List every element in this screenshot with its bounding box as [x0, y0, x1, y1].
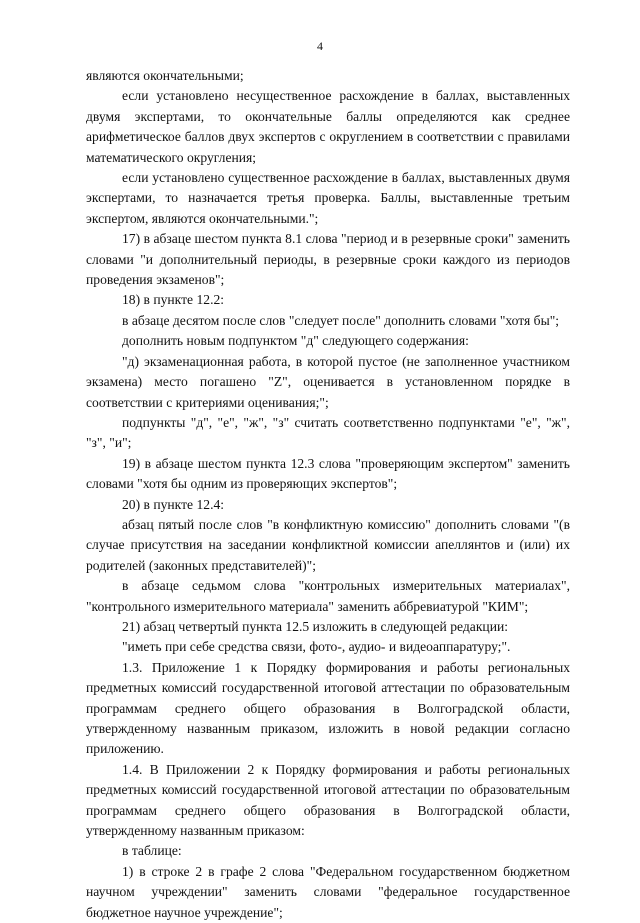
paragraph: в таблице: — [122, 843, 182, 859]
paragraph: дополнить новым подпунктом "д" следующего содержания: — [122, 333, 469, 349]
paragraph: 19) в абзаце шестом пункта 12.3 слова "проверяющим экспертом" заменить словами "хотя бы одним из проверяющих экспертов"; — [86, 455, 570, 492]
page-number: 4 — [317, 39, 323, 53]
paragraph: являются окончательными; — [86, 68, 244, 83]
paragraph: 18) в пункте 12.2: — [122, 292, 225, 308]
paragraph: абзац пятый после слов "в конфликтную комиссию" дополнить словами "(в случае присутствия на заседании конфликтной комиссии апеллянтов и (или) их родителей (законных представителей)"; — [86, 516, 570, 573]
paragraph: 1.4. В Приложении 2 к Порядку формирования и работы региональных предметных комиссий государственной итоговой аттестации по образовательным программам среднего общего образования в Волгоградской области, утвержденному названным приказом: — [86, 761, 570, 839]
paragraph: 21) абзац четвертый пункта 12.5 изложить в следующей редакции: — [122, 618, 509, 634]
paragraph: 17) в абзаце шестом пункта 8.1 слова "период и в резервные сроки" заменить словами "и дополнительный периоды, в резервные сроки каждого из периодов проведения экзаменов"; — [86, 231, 570, 288]
paragraph: 1.3. Приложение 1 к Порядку формирования и работы региональных предметных комиссий государственной итоговой аттестации по образовательным программам среднего общего образования в Волгоградской области, утвержденному названным приказом, изложить в новой редакции согласно приложению. — [86, 659, 570, 757]
paragraph: подпункты "д", "е", "ж", "з" считать соответственно подпунктами "е", "ж", "з", "и"; — [86, 414, 570, 451]
paragraph: 1) в строке 2 в графе 2 слова "Федеральном государственном бюджетном научном учреждении" заменить словами "федеральное государственное бюджетное научное учреждение"; — [86, 863, 570, 920]
document-body — [86, 66, 570, 923]
paragraph: "иметь при себе средства связи, фото-, аудио- и видеоаппаратуру;". — [122, 639, 511, 655]
paragraph: "д) экзаменационная работа, в которой пустое (не заполненное участником экзамена) место погашено "Z", оценивается в установленном порядке в соответствии с критериями оценивания;"; — [86, 353, 570, 410]
paragraph: если установлено несущественное расхождение в баллах, выставленных двумя экспертами, то окончательные баллы определяются как среднее арифметическое баллов двух экспертов с округлением в соответствии с правилами математического округления; — [86, 88, 570, 165]
paragraph: в абзаце седьмом слова "контрольных измерительных материалах", "контрольного измерительного материала" заменить аббревиатурой "КИМ"; — [86, 578, 570, 614]
paragraph: если установлено существенное расхождение в баллах, выставленных двумя экспертами, то назначается третья проверка. Баллы, выставленные третьим экспертом, являются окончательными."; — [86, 170, 570, 226]
paragraph: 20) в пункте 12.4: — [122, 496, 225, 512]
paragraph: в абзаце десятом после слов "следует после" дополнить словами "хотя бы"; — [122, 312, 560, 328]
